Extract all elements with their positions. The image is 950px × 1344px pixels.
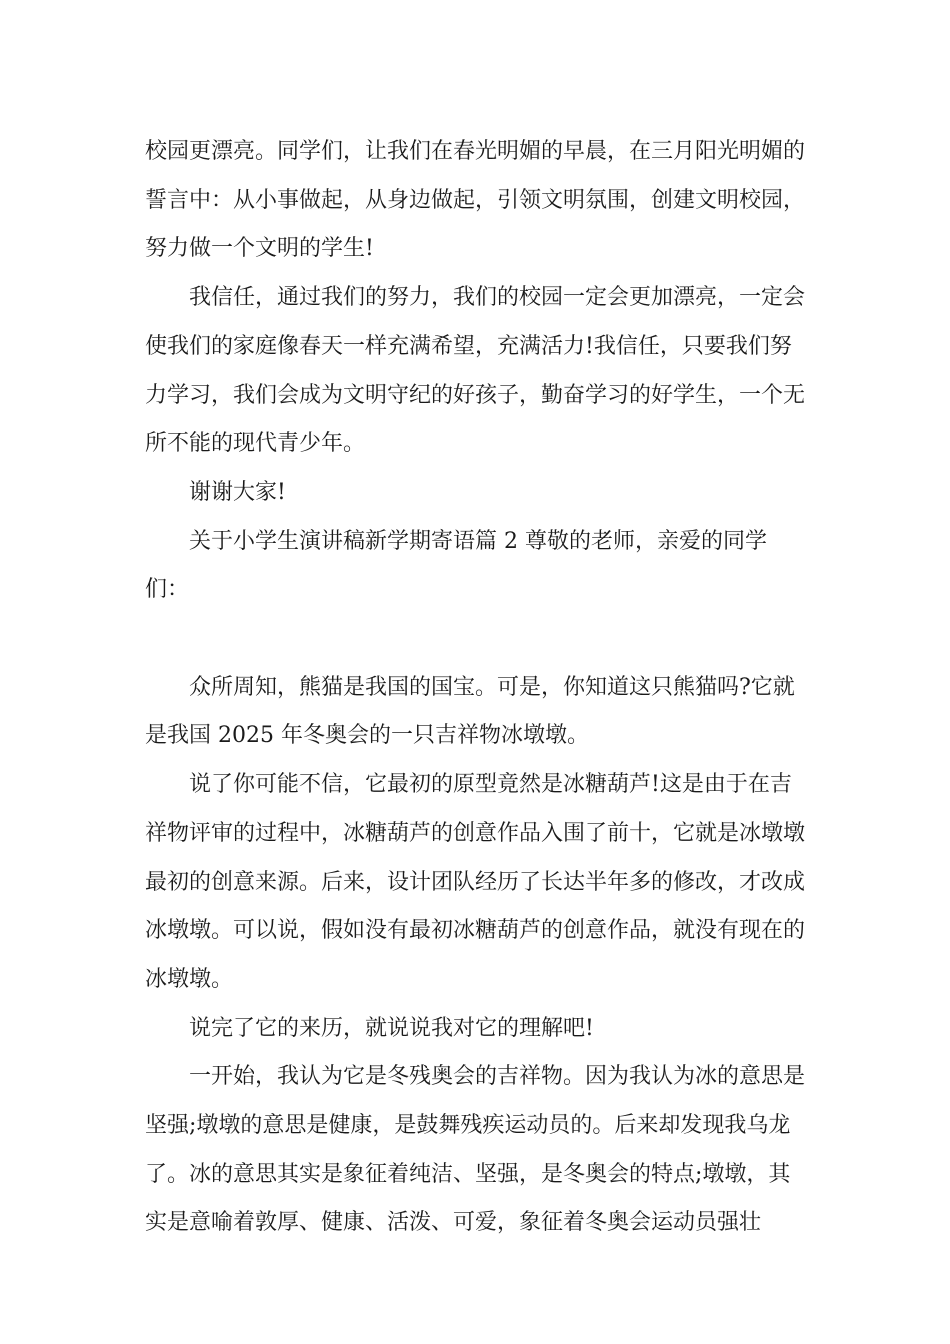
paragraph-belief: 我信任，通过我们的努力，我们的校园一定会更加漂亮，一定会使我们的家庭像春天一样充满希望，充满活力!我信任，只要我们努力学习，我们会成为文明守纪的好孩子，勤奋学习的好学生，一个无所不能的现代青少年。 bbox=[145, 285, 806, 457]
paragraph-understanding-intro: 说完了它的来历，就说说我对它的理解吧! bbox=[189, 1015, 594, 1041]
paragraph-understanding: 一开始，我认为它是冬残奥会的吉祥物。因为我认为冰的意思是坚强;墩墩的意思是健康，是鼓舞残疾运动员的。后来却发现我乌龙了。冰的意思其实是象征着纯洁、坚强，是冬奥会的特点;墩墩，其实是意喻着敦厚、健康、活泼、可爱，象征着冬奥会运动员强壮 bbox=[145, 1064, 806, 1236]
paragraph-panda: 众所周知，熊猫是我国的国宝。可是，你知道这只熊猫吗?它就是我国 2025 年冬奥会的一只吉祥物冰墩墩。 bbox=[145, 674, 795, 749]
blank-line bbox=[145, 615, 810, 664]
paragraph-origin: 说了你可能不信，它最初的原型竟然是冰糖葫芦!这是由于在吉祥物评审的过程中，冰糖葫芦的创意作品入围了前十，它就是冰墩墩最初的创意来源。后来，设计团队经历了长达半年多的修改，才改成冰墩墩。可以说，假如没有最初冰糖葫芦的创意作品，就没有现在的冰墩墩。 bbox=[145, 772, 806, 992]
paragraph-section-heading: 关于小学生演讲稿新学期寄语篇 2 尊敬的老师，亲爱的同学们： bbox=[145, 528, 767, 603]
paragraph-thanks: 谢谢大家! bbox=[189, 479, 286, 505]
paragraph-continuation: 校园更漂亮。同学们，让我们在春光明媚的早晨，在三月阳光明媚的誓言中：从小事做起，从身边做起，引领文明氛围，创建文明校园，努力做一个文明的学生! bbox=[145, 139, 806, 262]
document-body bbox=[145, 128, 810, 1248]
